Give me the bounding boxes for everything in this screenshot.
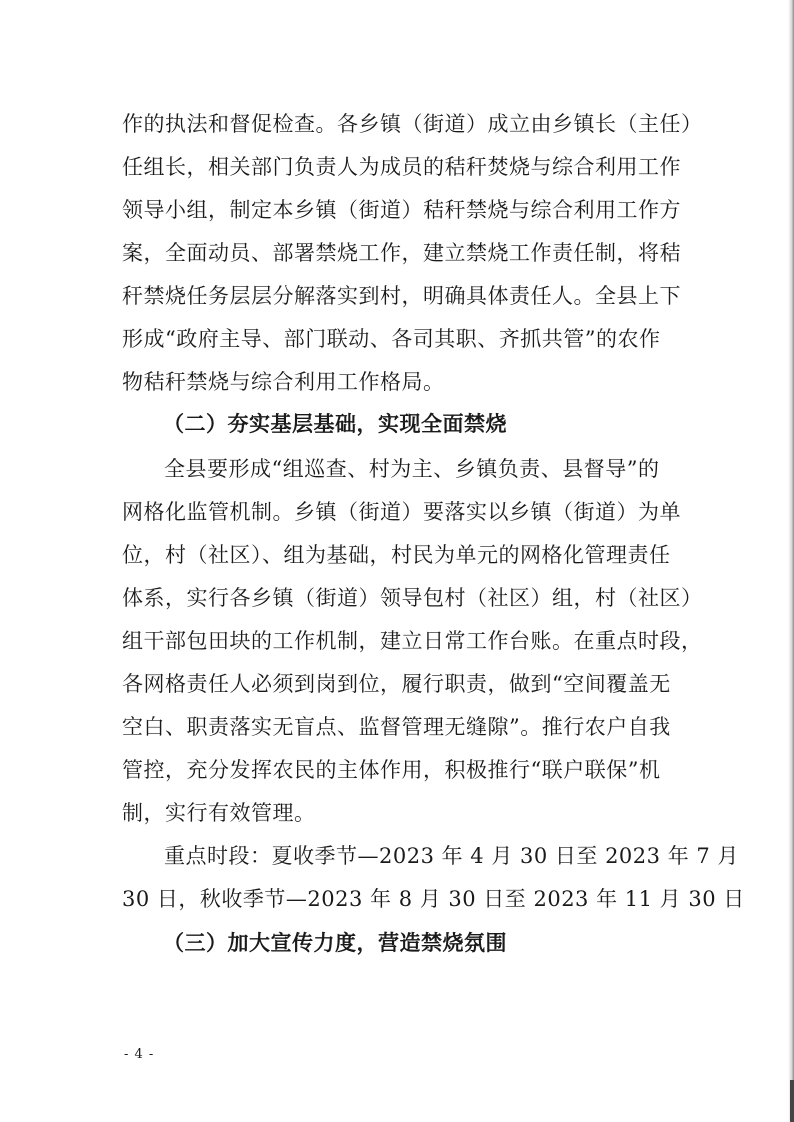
paragraph-line-6: 形成“政府主导、部门联动、各司其职、齐抓共管”的农作 [122,327,661,351]
page-number: - 4 - [124,1047,155,1062]
paragraph-line-11: 体系，实行各乡镇（街道）领导包村（社区）组，村（社区） [122,586,703,610]
paragraph-line-15: 管控，充分发挥农民的主体作用，积极推行“联户联保”机 [122,758,661,782]
paragraph-line-4: 案，全面动员、部署禁烧工作，建立禁烧工作责任制，将秸 [122,241,681,265]
section-heading-2: （二）夯实基层基础，实现全面禁烧 [163,411,507,436]
paragraph-line-14: 空白、职责落实无盲点、监督管理无缝隙”。推行农户自我 [122,715,671,739]
paragraph-line-5: 秆禁烧任务层层分解落实到村，明确具体责任人。全县上下 [122,284,681,308]
key-period-line-2: 30 日，秋收季节—2023 年 8 月 30 日至 2023 年 11 月 30 日 [122,887,745,911]
paragraph-line-2: 任组长，相关部门负责人为成员的秸秆焚烧与综合利用工作 [122,155,681,179]
paragraph-line-10: 位，村（社区）、组为基础，村民为单元的网格化管理责任 [122,543,671,567]
paragraph-line-8: 全县要形成“组巡查、村为主、乡镇负责、县督导”的 [164,457,660,481]
scan-edge [788,0,794,1122]
paragraph-line-13: 各网格责任人必须到岗到位，履行职责，做到“空间覆盖无 [122,672,671,696]
paragraph-line-3: 领导小组，制定本乡镇（街道）秸秆禁烧与综合利用工作方 [122,198,681,222]
paragraph-line-1: 作的执法和督促检查。各乡镇（街道）成立由乡镇长（主任） [122,112,703,136]
key-period-line-1: 重点时段：夏收季节—2023 年 4 月 30 日至 2023 年 7 月 [164,844,739,868]
paragraph-line-7: 物秸秆禁烧与综合利用工作格局。 [122,370,445,394]
scan-edge-corner [790,1080,794,1122]
paragraph-line-12: 组干部包田块的工作机制，建立日常工作台账。在重点时段， [122,629,703,653]
paragraph-line-16: 制，实行有效管理。 [122,801,316,825]
section-heading-3: （三）加大宣传力度，营造禁烧氛围 [163,930,507,955]
paragraph-line-9: 网格化监管机制。乡镇（街道）要落实以乡镇（街道）为单 [122,500,681,524]
